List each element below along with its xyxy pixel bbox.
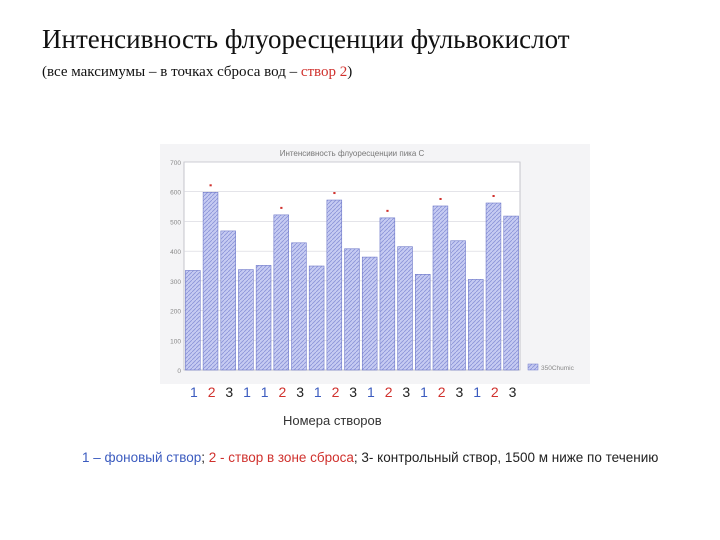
max-marker xyxy=(492,195,494,197)
legend-swatch xyxy=(528,364,538,370)
stvor-number-row xyxy=(186,384,526,404)
bar xyxy=(415,274,430,370)
stvor-number-label: 1 xyxy=(367,384,375,400)
bar xyxy=(256,265,271,370)
bar xyxy=(398,247,413,370)
chart-frame xyxy=(160,144,590,384)
bar xyxy=(451,241,466,370)
stvor-number-label: 2 xyxy=(207,384,216,400)
bar xyxy=(185,270,200,370)
stvor-number-label: 3 xyxy=(296,384,304,400)
legend-note xyxy=(82,448,682,467)
stvor-number-label: 2 xyxy=(437,384,446,400)
stvor-number-label: 1 xyxy=(313,384,322,400)
stvor-number-label: 3 xyxy=(402,384,411,400)
y-tick-label: 200 xyxy=(170,308,181,316)
bar xyxy=(362,257,377,370)
fluorescence-bar-chart xyxy=(160,144,590,384)
chart-inner-title: Интенсивность флуоресценции пика С xyxy=(279,149,425,158)
bar xyxy=(274,215,289,370)
bar xyxy=(433,206,448,370)
bar xyxy=(468,279,483,370)
stvor-number-label: 2 xyxy=(331,384,340,400)
note-separator: ; xyxy=(201,450,209,465)
max-marker xyxy=(386,210,388,212)
bar xyxy=(203,192,218,370)
y-tick-label: 600 xyxy=(170,189,181,197)
y-tick-label: 100 xyxy=(170,338,181,346)
bar xyxy=(486,203,501,370)
y-tick-label: 500 xyxy=(170,219,181,227)
bar xyxy=(221,231,236,370)
stvor-number-label: 1 xyxy=(260,384,269,400)
subtitle-accent: створ 2 xyxy=(300,64,348,80)
y-tick-label: 300 xyxy=(170,278,181,286)
bar xyxy=(504,216,519,370)
stvor-number-label: 1 xyxy=(420,384,428,400)
max-marker xyxy=(333,192,335,194)
y-tick-label: 700 xyxy=(170,160,181,167)
stvor-number-label: 2 xyxy=(384,384,393,400)
legend-label: 350Chumic xyxy=(541,365,574,372)
max-marker xyxy=(439,198,441,200)
stvor-number-label: 3 xyxy=(508,384,517,400)
y-tick-label: 0 xyxy=(177,368,181,375)
subtitle-text-start: (все максимумы – в точках сброса вод – xyxy=(42,64,301,80)
note-site-2: 2 - створ в зоне сброса xyxy=(208,450,354,465)
bar xyxy=(309,266,324,370)
stvor-number-label: 2 xyxy=(278,384,287,400)
stvor-number-label: 2 xyxy=(490,384,499,400)
x-axis-title: Номера створов xyxy=(283,413,382,428)
note-site-1: 1 – фоновый створ xyxy=(82,450,202,465)
max-marker xyxy=(210,184,212,186)
bar xyxy=(327,200,342,370)
stvor-number-label: 3 xyxy=(455,384,464,400)
bar xyxy=(345,249,360,370)
stvor-number-label: 1 xyxy=(243,384,251,400)
slide-title: Интенсивность флуоресценции фульвокислот xyxy=(42,24,570,54)
stvor-number-label: 3 xyxy=(349,384,358,400)
y-tick-label: 400 xyxy=(170,249,181,257)
max-marker xyxy=(280,207,282,209)
bar xyxy=(292,243,307,370)
stvor-number-label: 1 xyxy=(473,384,481,400)
stvor-number-label: 1 xyxy=(190,384,198,400)
bar xyxy=(380,218,395,370)
note-site-3: ; 3- контрольный створ, 1500 м ниже по течению xyxy=(353,450,659,465)
bar xyxy=(238,270,253,370)
slide-subtitle xyxy=(42,64,352,81)
stvor-number-label: 3 xyxy=(225,384,234,400)
subtitle-text-end: ) xyxy=(347,64,353,80)
